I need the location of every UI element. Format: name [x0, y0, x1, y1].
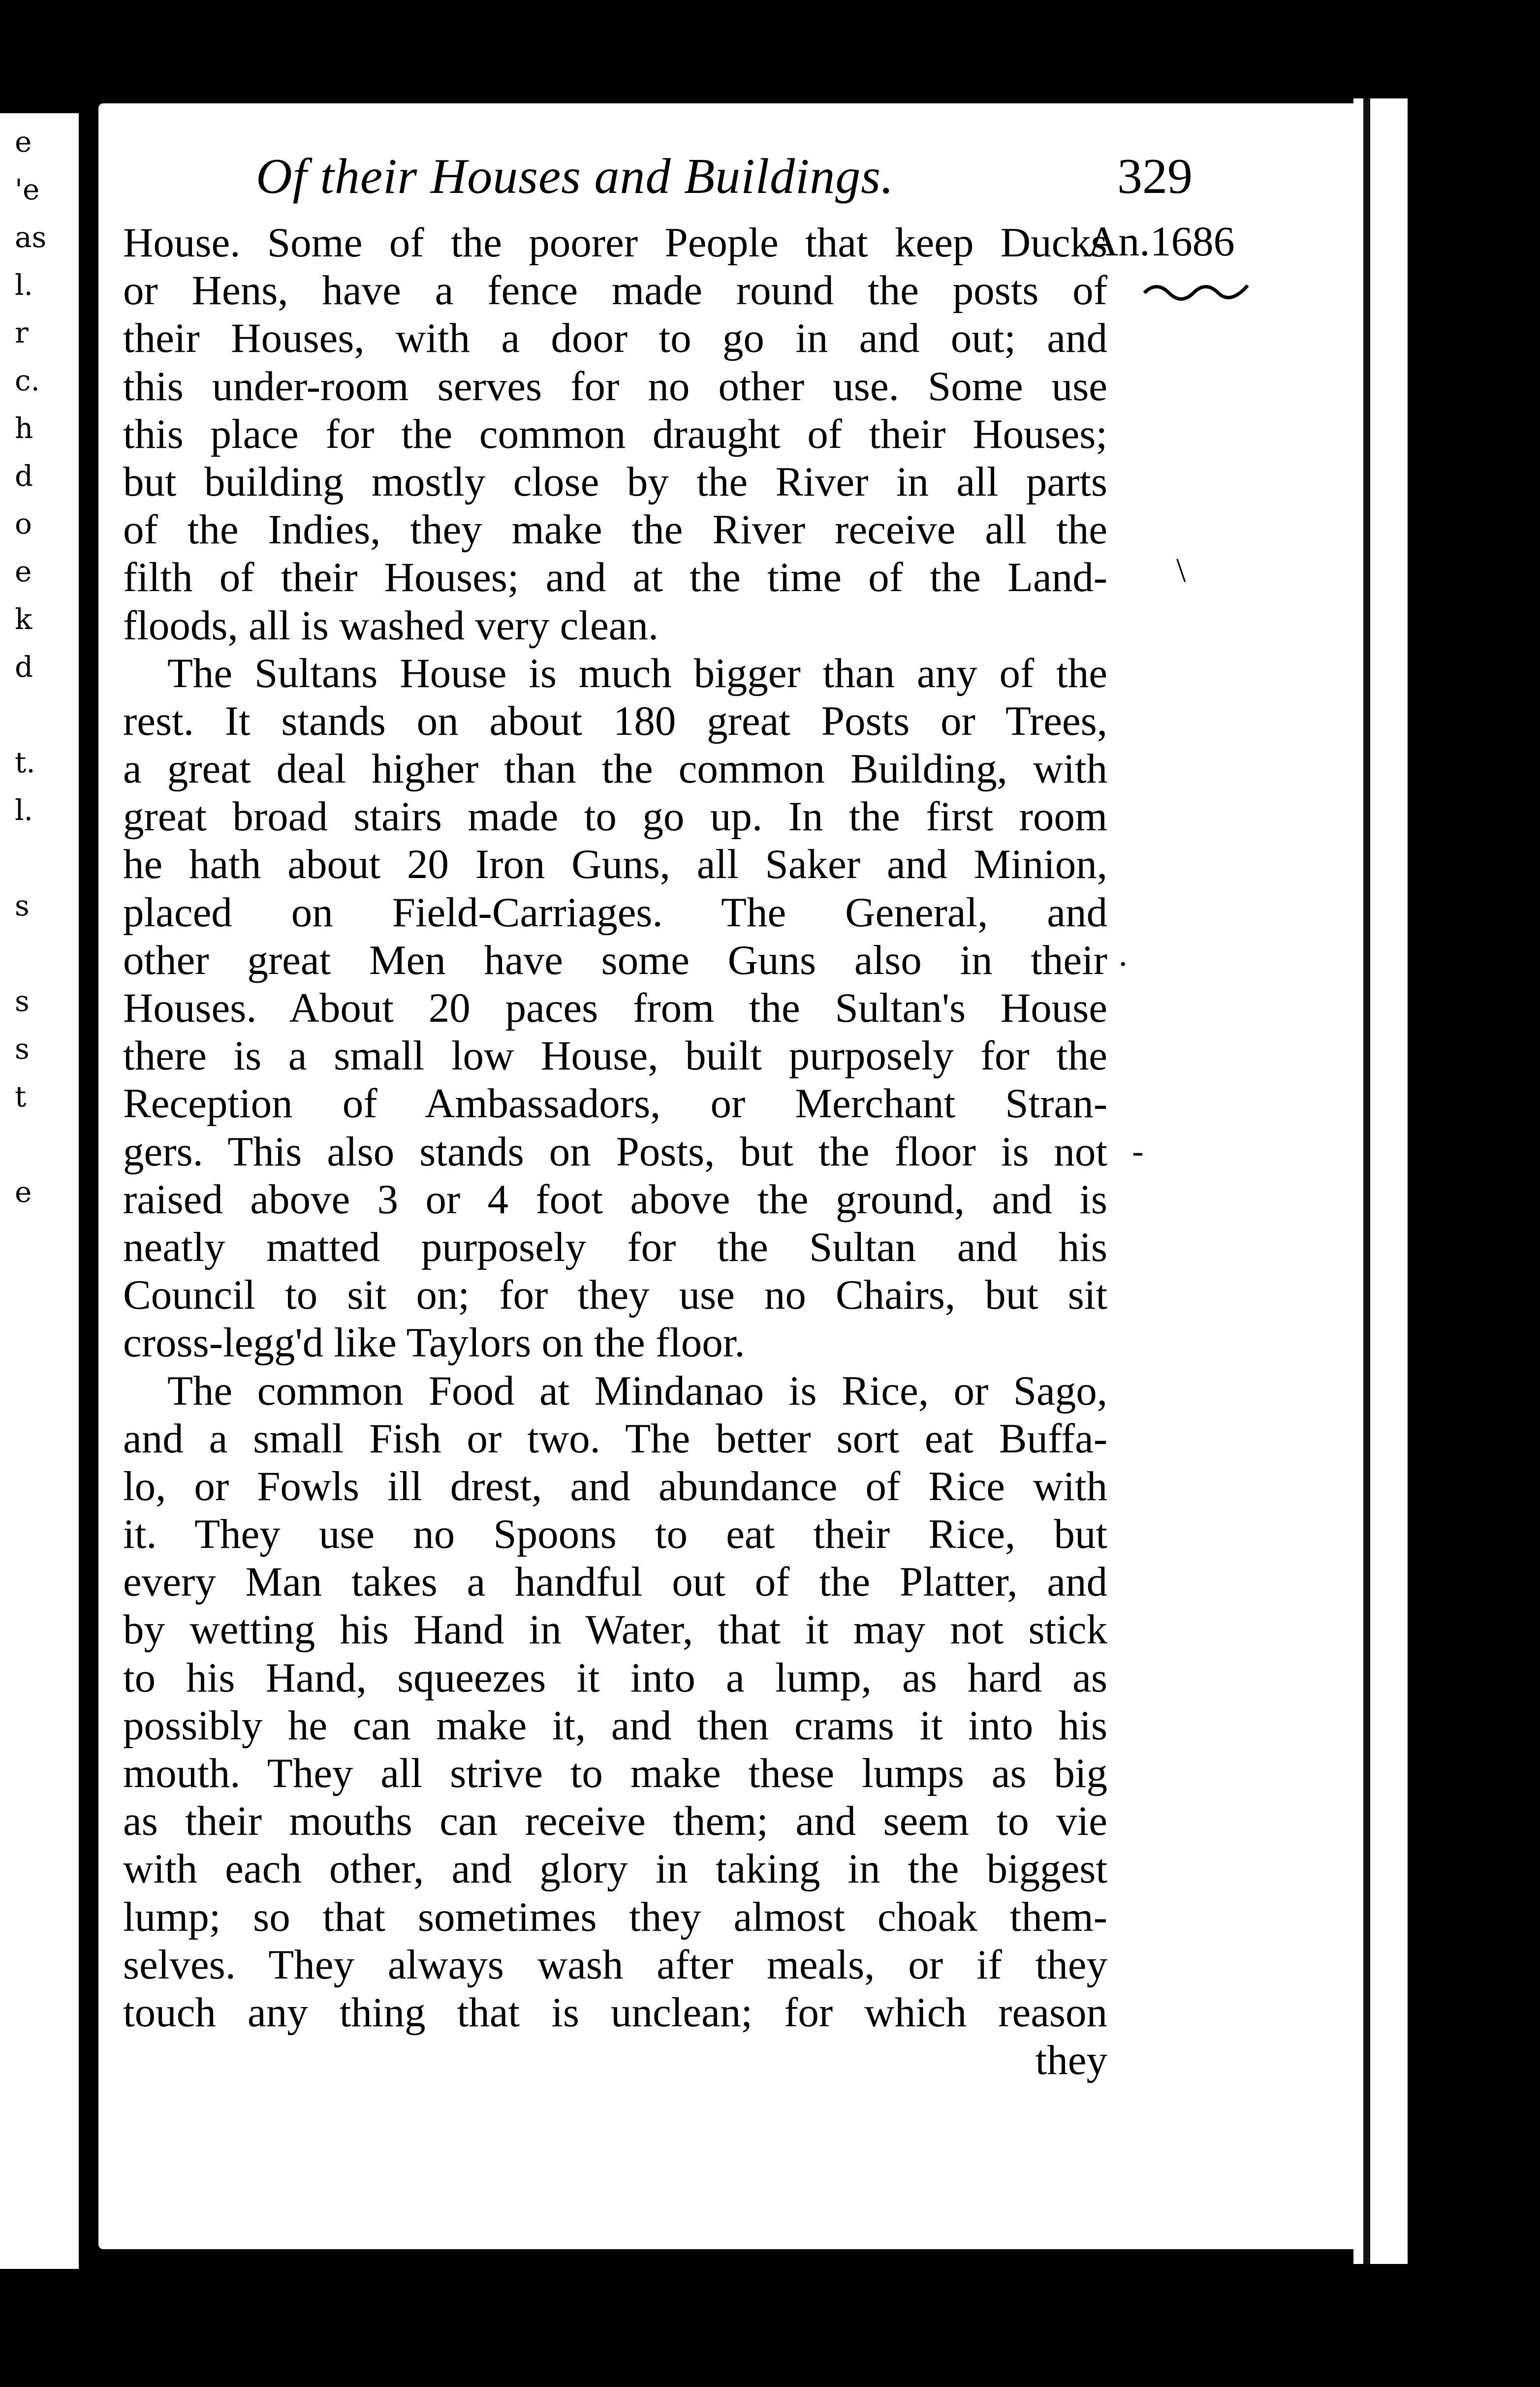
text-line: lump; so that sometimes they almost choak them-: [123, 1893, 1107, 1940]
right-page-edge: [1353, 98, 1408, 2264]
facing-page-fragment: d: [15, 650, 33, 684]
facing-page-fragment: s: [15, 889, 30, 922]
text-line: rest. It stands on about 180 great Posts or Trees,: [123, 697, 1107, 744]
facing-page-fragment: s: [15, 984, 30, 1018]
facing-page-fragment: k: [15, 602, 32, 636]
catchword: they: [1035, 2037, 1107, 2084]
text-line: this under-room serves for no other use. Some use: [123, 363, 1107, 409]
text-line: The common Food at Mindanao is Rice, or Sago,: [167, 1367, 1107, 1414]
facing-page-fragment: s: [15, 1032, 30, 1066]
facing-page-fragment: d: [15, 459, 33, 493]
body-text: [123, 219, 1107, 2084]
facing-page-fragment: l.: [15, 793, 33, 827]
text-line: Reception of Ambassadors, or Merchant Stran-: [123, 1080, 1107, 1127]
text-line: by wetting his Hand in Water, that it may not stick: [123, 1606, 1107, 1653]
page-edge-line: [1363, 98, 1370, 2264]
text-line: it. They use no Spoons to eat their Rice, but: [123, 1511, 1107, 1558]
facing-page-fragment: as: [15, 220, 47, 254]
facing-page-fragment: [15, 834, 89, 882]
facing-page-fragment: o: [15, 507, 32, 540]
text-line: and a small Fish or two. The better sort eat Buffa-: [123, 1415, 1107, 1462]
text-line: The Sultans House is much bigger than any of the: [167, 650, 1107, 696]
facing-page-fragment: e: [15, 125, 32, 158]
facing-page-fragment: t.: [15, 746, 35, 779]
running-head: Of their Houses and Buildings.: [256, 149, 894, 204]
text-line: lo, or Fowls ill drest, and abundance of Rice with: [123, 1463, 1107, 1509]
text-line: placed on Field-Carriages. The General, and: [123, 889, 1107, 936]
text-line: to his Hand, squeezes it into a lump, as hard as: [123, 1654, 1107, 1701]
text-line: possibly he can make it, and then crams it into his: [123, 1702, 1107, 1749]
text-line: with each other, and glory in taking in the biggest: [123, 1846, 1107, 1892]
text-line: gers. This also stands on Posts, but the floor is not: [123, 1128, 1107, 1175]
text-line: Council to sit on; for they use no Chairs, but sit: [123, 1272, 1107, 1319]
margin-mark: \: [1176, 552, 1186, 590]
text-line: but building mostly close by the River in all parts: [123, 458, 1107, 505]
text-line: mouth. They all strive to make these lumps as big: [123, 1750, 1107, 1796]
margin-mark: ·: [1117, 945, 1129, 983]
facing-page-fragment: e: [15, 555, 32, 588]
text-line: neatly matted purposely for the Sultan and his: [123, 1224, 1107, 1270]
text-line: cross-legg'd like Taylors on the floor.: [123, 1319, 745, 1366]
facing-page-fragment: [15, 1121, 89, 1168]
text-line: raised above 3 or 4 foot above the ground, and is: [123, 1176, 1107, 1223]
text-line: selves. They always wash after meals, or if they: [123, 1941, 1107, 1988]
text-line: this place for the common draught of their Houses;: [123, 410, 1107, 457]
facing-page-fragment: h: [15, 411, 33, 445]
margin-mark: -: [1132, 1132, 1144, 1170]
text-line: House. Some of the poorer People that keep Ducks: [123, 220, 1107, 266]
text-line: filth of their Houses; and at the time of the Land-: [123, 554, 1107, 601]
text-line: he hath about 20 Iron Guns, all Saker and Minion,: [123, 841, 1107, 888]
margin-squiggle-ornament: [1142, 276, 1250, 305]
text-line: great broad stairs made to go up. In the first room: [123, 793, 1107, 840]
text-line: floods, all is washed very clean.: [123, 602, 659, 649]
facing-page-fragment: r: [15, 316, 29, 349]
text-line: as their mouths can receive them; and seem to vie: [123, 1798, 1107, 1845]
text-line: there is a small low House, built purposely for the: [123, 1033, 1107, 1079]
facing-page-fragment: 'e: [15, 173, 40, 206]
facing-page-fragment: c.: [15, 364, 40, 397]
text-line: of the Indies, they make the River receive all the: [123, 506, 1107, 553]
text-line: their Houses, with a door to go in and out; and: [123, 315, 1107, 362]
facing-page-fragment: [15, 691, 89, 739]
text-line: touch any thing that is unclean; for which reason: [123, 1989, 1107, 2036]
facing-page-fragment: [15, 930, 89, 977]
text-line: or Hens, have a fence made round the posts of: [123, 267, 1107, 314]
facing-page-fragment: t: [15, 1080, 27, 1113]
page-number: 329: [1117, 149, 1193, 204]
facing-page-fragments: [15, 118, 89, 1216]
text-line: every Man takes a handful out of the Platter, and: [123, 1559, 1107, 1605]
text-line: a great deal higher than the common Building, with: [123, 746, 1107, 792]
facing-page-fragment: l.: [15, 268, 33, 302]
text-line: Houses. About 20 paces from the Sultan's House: [123, 985, 1107, 1031]
text-line: other great Men have some Guns also in their: [123, 937, 1107, 983]
facing-page-fragment: e: [15, 1175, 32, 1209]
margin-year-note: An.1686: [1088, 218, 1235, 265]
